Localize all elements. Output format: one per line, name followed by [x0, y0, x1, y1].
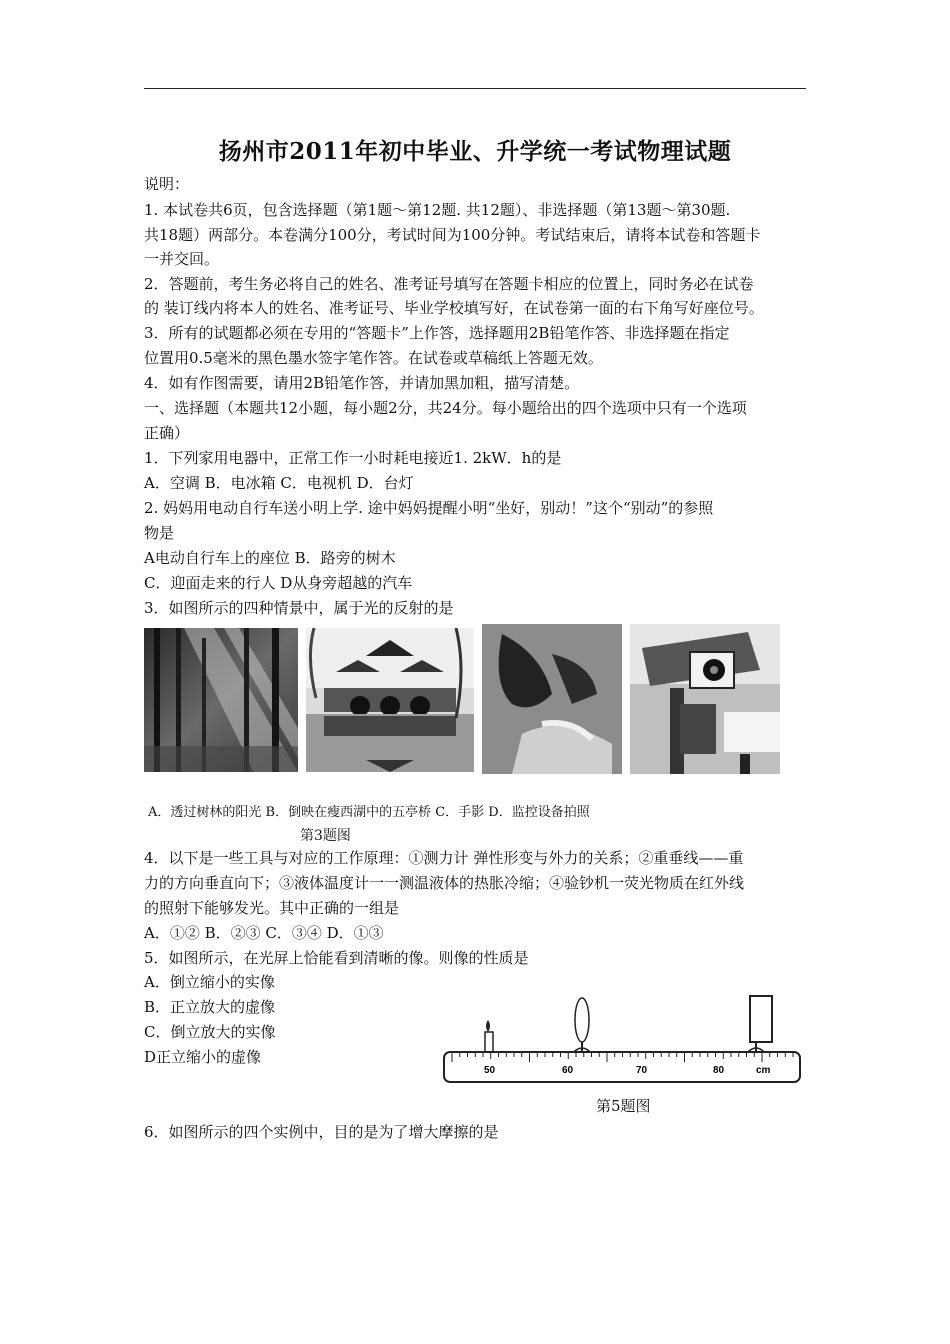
- hand-shadow-photo: [482, 624, 622, 774]
- optical-bench-svg: [438, 990, 808, 1086]
- header-rule: [144, 88, 806, 89]
- q5-figure-caption: 第5题图: [596, 1097, 651, 1115]
- option-d: D正立缩小的虚像: [144, 1048, 262, 1066]
- question-2-options: A电动自行车上的座位 B．路旁的树木: [144, 549, 396, 567]
- question-2: 2. 妈妈用电动自行车送小明上学. 途中妈妈提醒小明“坐好，别动！”这个“别动”的参照: [144, 499, 714, 517]
- text-line: 位置用0.5毫米的黑色墨水签字笔作答。在试卷或草稿纸上答题无效。: [144, 349, 603, 367]
- text-line: 1. 本试卷共6页，包含选择题（第1题～第12题. 共12题）、非选择题（第13题～第30题.: [144, 201, 731, 219]
- text-line: 共18题）两部分。本卷满分100分，考试时间为100分钟。考试结束后，请将本试卷和答题卡: [144, 226, 761, 244]
- text-line: 一并交回。: [144, 250, 220, 268]
- question-6: 6．如图所示的四个实例中，目的是为了增大摩擦的是: [144, 1123, 499, 1141]
- surveillance-camera-photo: [630, 624, 780, 774]
- question-4: 4．以下是一些工具与对应的工作原理：①测力计 弹性形变与外力的关系；②重垂线——重: [144, 849, 744, 867]
- forest-sunlight-photo: [144, 628, 298, 772]
- text-line: 物是: [144, 524, 175, 542]
- tick-label: 60: [562, 1065, 574, 1076]
- text-line: 2．答题前，考生务必将自己的姓名、准考证号填写在答题卡相应的位置上，同时务必在试卷: [144, 275, 754, 293]
- question-5: 5．如图所示，在光屏上恰能看到清晰的像。则像的性质是: [144, 949, 529, 967]
- q3-figure-caption: 第3题图: [300, 828, 351, 844]
- five-pavilion-bridge-photo: [306, 628, 474, 772]
- text-line: 说明：: [144, 175, 190, 193]
- candle: [485, 1020, 493, 1052]
- question-1: 1．下列家用电器中，正常工作一小时耗电接近1. 2kW．h的是: [144, 449, 562, 467]
- option-b: B．正立放大的虚像: [144, 998, 276, 1016]
- tick-label: 80: [713, 1065, 725, 1076]
- question-3: 3．如图所示的四种情景中，属于光的反射的是: [144, 599, 454, 617]
- convex-lens: [572, 998, 592, 1054]
- text-line: 的照射下能够发光。其中正确的一组是: [144, 899, 400, 917]
- text-line: 3．所有的试题都必须在专用的“答题卡”上作答，选择题用2B铅笔作答、非选择题在指定: [144, 324, 730, 342]
- light-screen: [746, 996, 772, 1054]
- option-a: A．倒立缩小的实像: [144, 973, 275, 991]
- option-c: C．倒立放大的实像: [144, 1023, 276, 1041]
- text-line: 正确）: [144, 424, 190, 442]
- page-title: 扬州市2011年初中毕业、升学统一考试物理试题: [218, 138, 732, 165]
- optical-bench-figure: [438, 990, 808, 1090]
- question-4-options: A．①② B．②③ C．③④ D．①③: [144, 924, 384, 942]
- text-line: 力的方向垂直向下；③液体温度计一一测温液体的热胀冷缩；④验钞机一荧光物质在红外线: [144, 874, 745, 892]
- text-line: 一、选择题（本题共12小题，每小题2分，共24分。每小题给出的四个选项中只有一个选项: [144, 399, 747, 417]
- question-1-options: A．空调 B．电冰箱 C．电视机 D．台灯: [144, 474, 414, 492]
- tick-label: 50: [484, 1065, 496, 1076]
- q3-options: A．透过树林的阳光 B．倒映在瘦西湖中的五亭桥 C．手影 D．监控设备拍照: [148, 805, 590, 820]
- text-line: 的 装订线内将本人的姓名、准考证号、毕业学校填写好，在试卷第一面的右下角写好座位号。: [144, 299, 764, 317]
- tick-label: 70: [636, 1065, 648, 1076]
- text-line: 4．如有作图需要，请用2B铅笔作答，并请加黑加粗，描写清楚。: [144, 374, 580, 392]
- question-2-options: C．迎面走来的行人 D从身旁超越的汽车: [144, 574, 413, 592]
- unit-label: cm: [756, 1065, 771, 1076]
